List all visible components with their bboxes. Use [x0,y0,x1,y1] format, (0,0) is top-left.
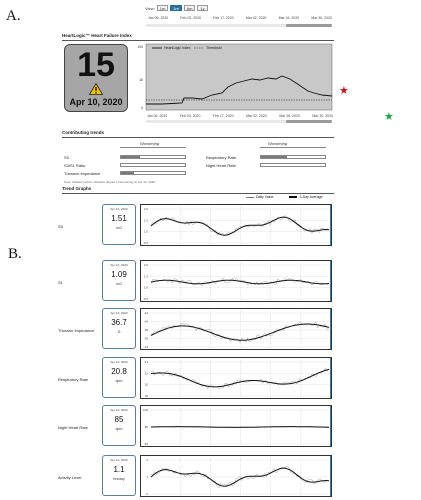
hf-x-tick: Mar 16, 2020 [279,114,300,118]
trend-y-tick: 80 [144,425,148,429]
trend-graph-svg [141,205,333,247]
trend-y-tick: 40 [144,319,148,324]
three-day-average-line [151,217,329,235]
trend-label-s3s1: S3/S1 Ratio [64,163,86,168]
col-rule-right [260,147,326,148]
legend-avg-label: 3-Day Average [299,195,323,199]
hf-y-tick: 0 [141,106,143,110]
trend-graph-svg [141,358,333,400]
trend-graph [140,308,332,350]
trend-graph [140,260,332,302]
trend-bar-resp [260,155,326,159]
hf-x-axis [147,114,333,118]
top-tick: Feb 03, 2020 [180,16,201,20]
trend-value: 1.51 [111,214,127,223]
trend-value-unit: bpm [115,379,123,383]
warning-icon [89,83,103,95]
daily-value-line [151,368,329,389]
trend-graphs-title: Trend Graphs [62,186,92,191]
green-star-marker: ★ [384,111,394,123]
hf-scroll-thumb[interactable] [286,120,332,123]
current-date-marker [330,406,331,446]
trend-y-tick: 2.0 [143,207,148,211]
trend-value-unit: mG [116,282,122,286]
trend-graph [140,357,332,399]
top-tick: Jan 06, 2020 [148,16,169,20]
trend-y-tick: 36 [144,336,148,341]
top-tick: Feb 17, 2020 [213,16,234,20]
hf-x-tick: Mar 02, 2020 [246,114,267,118]
trend-graph [140,455,332,497]
view-1y-button[interactable]: 1y [197,5,207,11]
legend-daily-label: Daily Value [256,195,274,199]
top-tick: Mar 02, 2020 [245,16,267,20]
hf-index-chart [132,43,334,123]
view-1m-button[interactable]: 1m [157,5,169,11]
current-date-marker [330,358,331,398]
hf-x-tick: Mar 30, 2020 [312,114,333,118]
trend-value-unit: hrs/day [113,477,125,481]
trend-y-tick: 1.0 [143,285,148,290]
trend-y-tick: 0.5 [143,241,148,245]
view-6m-button[interactable]: 6m [184,5,196,11]
three-day-average-line [151,427,329,428]
top-tick: Mar 30, 2020 [311,16,332,20]
trend-value-box [102,357,136,398]
daily-value-line [151,322,329,343]
legend-daily-swatch [246,197,254,198]
trend-label-s3: S3 [64,155,69,160]
worsening-heading-left: Worsening [140,141,160,146]
trend-y-tick: 2 [146,458,148,462]
legend-index-label: HeartLogic Index [164,46,191,50]
trend-value-date: Apr 10, 2020 [110,311,128,315]
hf-y-tick: 16 [139,78,143,82]
trend-graph [140,405,332,447]
hf-index-title: HeartLogic™ Heart Failure Index [62,33,132,38]
trend-row-label: Respiratory Rate [58,377,89,382]
trend-value-unit: Ω [117,330,121,334]
legend-threshold-label: Threshold [206,46,222,50]
trend-graph-svg [141,406,333,448]
trend-y-tick: 1.0 [143,229,148,234]
trend-value-date: Apr 10, 2020 [110,263,128,267]
trend-y-tick: 22 [144,371,148,376]
divider [62,193,334,194]
trend-bar-s3s1 [120,163,186,167]
trend-graph-svg [141,456,333,498]
trend-value-date: Apr 10, 2020 [110,458,128,462]
view-3m-button[interactable]: 3m [170,5,182,11]
view-label: View: [145,5,155,11]
divider [62,40,334,41]
three-day-average-line [151,369,329,387]
current-date-marker [330,456,331,496]
legend-avg-swatch [289,196,297,198]
trend-value: 85 [114,415,124,424]
worsening-heading-right: Worsening [268,141,288,146]
trend-value-box [102,204,136,245]
hf-x-tick: Jan 06, 2020 [147,114,168,118]
current-date-marker [330,261,331,301]
trend-label-impedance: Thoracic Impedance [64,171,101,176]
trend-y-tick: 0 [146,492,148,496]
top-tick: Mar 16, 2020 [278,16,300,20]
hf-index-box [64,44,128,112]
trend-y-tick: 38 [144,328,148,332]
top-date-axis [148,16,332,20]
trend-y-tick: 100 [142,408,148,412]
trend-y-tick: 1 [146,475,148,479]
trend-y-tick: 20 [144,382,148,387]
trend-value-unit: mG [116,226,122,230]
trend-value-date: Apr 10, 2020 [110,207,128,211]
trend-y-tick: 34 [144,345,148,349]
trend-row-label: S3 [58,224,63,229]
panel-letter-b: B. [8,246,22,262]
hf-index-chart-svg [132,43,334,123]
trend-value: 1.1 [113,465,125,474]
daily-value-line [151,278,329,286]
trend-y-tick: 1.5 [143,218,148,223]
trend-y-tick: 24 [144,360,148,364]
trend-y-tick: 18 [144,394,148,398]
trend-value-box [102,455,136,496]
contributing-note: Note: Shaded portion indicates degree of worsening on Apr 10, 2020 [64,180,156,184]
view-controls [145,5,208,11]
hf-index-value: 15 [77,46,115,84]
trend-value-date: Apr 10, 2020 [110,360,128,364]
trend-value: 1.09 [111,270,127,279]
current-date-marker [330,309,331,349]
red-star-marker: ★ [339,85,349,97]
hf-index-date: Apr 10, 2020 [69,97,123,107]
col-rule-left [120,147,186,148]
trend-y-tick: 42 [144,311,148,315]
trend-y-tick: 0.5 [143,297,148,301]
trend-row-label: Activity Level [58,475,82,480]
trend-bar-s3 [120,155,186,159]
daily-value-line [151,215,329,236]
divider [62,137,334,138]
trend-value-box [102,308,136,349]
trend-y-tick: 1.5 [143,274,148,279]
trend-graph-svg [141,309,333,351]
panel-letter-a: A. [6,8,21,24]
trend-value-box [102,405,136,446]
three-day-average-line [151,324,329,340]
trend-bar-nhr [260,163,326,167]
trend-bar-impedance [120,171,186,175]
hf-x-tick: Feb 17, 2020 [212,114,234,118]
trend-graph-svg [141,261,333,303]
contributing-title: Contributing trends [62,130,104,135]
trend-value-box [102,260,136,301]
trend-row-label: Thoracic Impedance [58,328,95,333]
trend-legend [246,195,323,199]
trend-value-unit: bpm [115,427,123,431]
trend-value: 36.7 [111,318,127,327]
trend-row-label: Night Heart Rate [58,425,88,430]
hf-x-tick: Feb 03, 2020 [179,114,201,118]
timeline-scroll-thumb[interactable] [286,24,332,27]
current-date-marker [330,205,331,245]
trend-row-label: S1 [58,280,63,285]
trend-y-tick: 2.0 [143,263,148,267]
hf-y-tick: 100 [137,45,143,49]
trend-graph [140,204,332,246]
trend-label-resp: Respiratory Rate [206,155,237,160]
trend-value: 20.8 [111,367,127,376]
trend-y-tick: 60 [144,442,148,446]
trend-value-date: Apr 10, 2020 [110,408,128,412]
trend-label-nhr: Night Heart Rate [206,163,236,168]
